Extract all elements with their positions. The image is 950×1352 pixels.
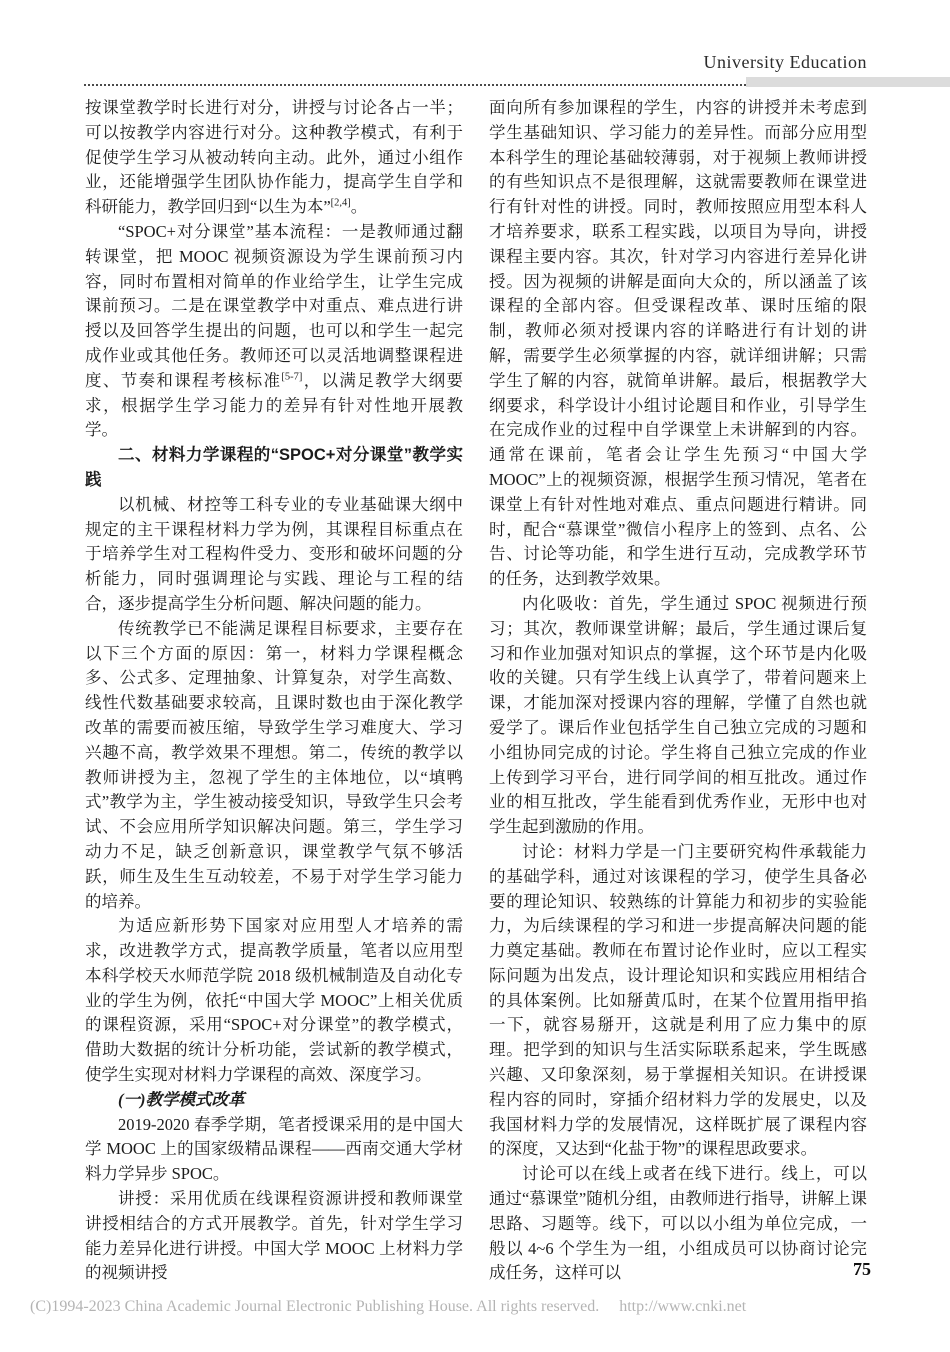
paragraph: 传统教学已不能满足课程目标要求，主要存在以下三个方面的原因：第一，材料力学课程概念多、公式多、定理抽象、计算复杂，对学生高数、线性代数基础要求较高，且课时数也由于深化教学改革的需要而被压缩，导致学生学习难度大、学习兴趣不高，教学效果不理想。第二，传统的教学以教师讲授为主，忽视了学生的主体地位，以“填鸭式”教学为主，学生被动接受知识，导致学生只会考试、不会应用所学知识解决问题。第三，学生学习动力不足，缺乏创新意识，课堂教学气氛不够活跃，师生及生生互动较差，不易于对学生学习能力的培养。 bbox=[85, 618, 463, 911]
paragraph: 讨论可以在线上或者在线下进行。线上，可以通过“慕课堂”随机分组，由教师进行指导，讲解上课思路、习题等。线下，可以以小组为单位完成，一般以 4~6 个学生为一组，小组成员可以协商讨论完成任务，这样可以 bbox=[489, 1164, 867, 1283]
right-column bbox=[489, 96, 867, 1286]
paragraph: 为适应新形势下国家对应用型人才培养的需求，改进教学方式，提高教学质量，笔者以应用型本科学校天水师范学院 2018 级机械制造及自动化专业的学生为例，依托“中国大学 MOOC”上相关优质的课程资源，采用“SPOC+对分课堂”的教学模式，借助大数据的统计分析功能，尝试新的教学模式，使学生实现对材料力学课程的高效、深度学习。 bbox=[85, 916, 463, 1085]
citation-reference: [5-7] bbox=[281, 371, 303, 383]
paragraph: 2019-2020 春季学期，笔者授课采用的是中国大学 MOOC 上的国家级精品课程——西南交通大学材料力学异步 SPOC。 bbox=[85, 1114, 463, 1184]
page-number: 75 bbox=[853, 1259, 871, 1279]
article-body bbox=[85, 96, 867, 1286]
paragraph: 讨论：材料力学是一门主要研究构件承载能力的基础学科，通过对该课程的学习，使学生具备必要的理论知识、较熟练的计算能力和初步的实验能力，为后续课程的学习和进一步提高解决问题的能力奠定基础。教师在布置讨论作业时，应以工程实际问题为出发点，设计理论知识和实践应用相结合的具体案例。比如掰黄瓜时，在某个位置用指甲掐一下，就容易掰开，这就是利用了应力集中的原理。把学到的知识与生活实际联系起来，学生既感兴趣、又印象深刻，易于掌握相关知识。在讲授课程内容的同时，穿插介绍材料力学的发展史，以及我国材料力学的发展情况，这样既扩展了课程内容的深度，又达到“化盐于物”的课程思政要求。 bbox=[489, 841, 867, 1159]
paragraph: 面向所有参加课程的学生，内容的讲授并未考虑到学生基础知识、学习能力的差异性。而部分应用型本科学生的理论基础较薄弱，对于视频上教师讲授的有些知识点不是很理解，这就需要教师在课堂进行有针对性的讲授。同时，教师按照应用型本科人才培养要求，联系工程实践，以项目为导向，讲授课程主要内容。其次，针对学习内容进行差异化讲授。因为视频的讲解是面向大众的，所以涵盖了该课程的全部内容。但受课程改革、课时压缩的限制，教师必须对授课内容的详略进行有计划的讲解，需要学生必须掌握的内容，就详细讲解；只需学生了解的内容，就简单讲解。最后，根据教学大纲要求，科学设计小组讨论题目和作业，引导学生在完成作业的过程中自学课堂上未讲解到的内容。通常在课前，笔者会让学生先预习“中国大学 MOOC”上的视频资源，根据学生预习情况，笔者在课堂上有针对性地对难点、重点问题进行精讲。同时，配合“慕课堂”微信小程序上的签到、点名、公告、讨论等功能，和学生进行互动，完成教学环节的任务，达到教学效果。 bbox=[489, 98, 867, 589]
paragraph: 按课堂教学时长进行对分，讲授与讨论各占一半；可以按教学内容进行对分。这种教学模式，有利于促使学生学习从被动转向主动。此外，通过小组作业，还能增强学生团队协作能力，提高学生自学和科研能力，教学回归到“以生为本”[2,4]。 bbox=[85, 98, 463, 217]
journal-name: University Education bbox=[703, 52, 867, 72]
header-accent-bar bbox=[746, 77, 950, 87]
section-heading: (一)教学模式改革 bbox=[118, 1089, 245, 1109]
header-dotted-rule bbox=[84, 76, 746, 86]
left-column bbox=[85, 96, 463, 1286]
paragraph: 讲授：采用优质在线课程资源讲授和教师课堂讲授相结合的方式开展教学。首先，针对学生学习能力差异化进行讲授。中国大学 MOOC 上材料力学的视频讲授 bbox=[85, 1189, 463, 1283]
paragraph: 内化吸收：首先，学生通过 SPOC 视频进行预习；其次，教师课堂讲解；最后，学生通过课后复习和作业加强对知识点的掌握，这个环节是内化吸收的关键。只有学生线上认真学了，带着问题来上课，才能加深对授课内容的理解，学懂了自然也就爱学了。课后作业包括学生自己独立完成的习题和小组协同完成的讨论。学生将自己独立完成的作业上传到学习平台，进行同学间的相互批改。通过作业的相互批改，学生能看到优秀作业，无形中也对学生起到激励的作用。 bbox=[489, 593, 867, 837]
copyright-text: (C)1994-2023 China Academic Journal Electronic Publishing House. All rights reserved. bbox=[30, 1298, 600, 1315]
citation-reference: [2,4] bbox=[330, 197, 351, 209]
copyright-footer bbox=[30, 1298, 746, 1316]
paragraph: 以机械、材控等工科专业的专业基础课大纲中规定的主干课程材料力学为例，其课程目标重点在于培养学生对工程构件受力、变形和破坏问题的分析能力，同时强调理论与实践、理论与工程的结合，逐步提高学生分析问题、解决问题的能力。 bbox=[85, 494, 463, 613]
section-heading: 二、材料力学课程的“SPOC+对分课堂”教学实践 bbox=[85, 446, 463, 489]
cnki-url: http://www.cnki.net bbox=[619, 1298, 747, 1315]
paragraph: “SPOC+对分课堂”基本流程：一是教师通过翻转课堂，把 MOOC 视频资源设为学生课前预习内容，同时布置相对简单的作业给学生，让学生完成课前预习。二是在课堂教学中对重点、难点进行讲授以及回答学生提出的问题，也可以和学生一起完成作业或其他任务。教师还可以灵活地调整课程进度、节奏和课程考核标准[5-7]，以满足教学大纲要求，根据学生学习能力的差异有针对性地开展教学。 bbox=[85, 221, 464, 440]
